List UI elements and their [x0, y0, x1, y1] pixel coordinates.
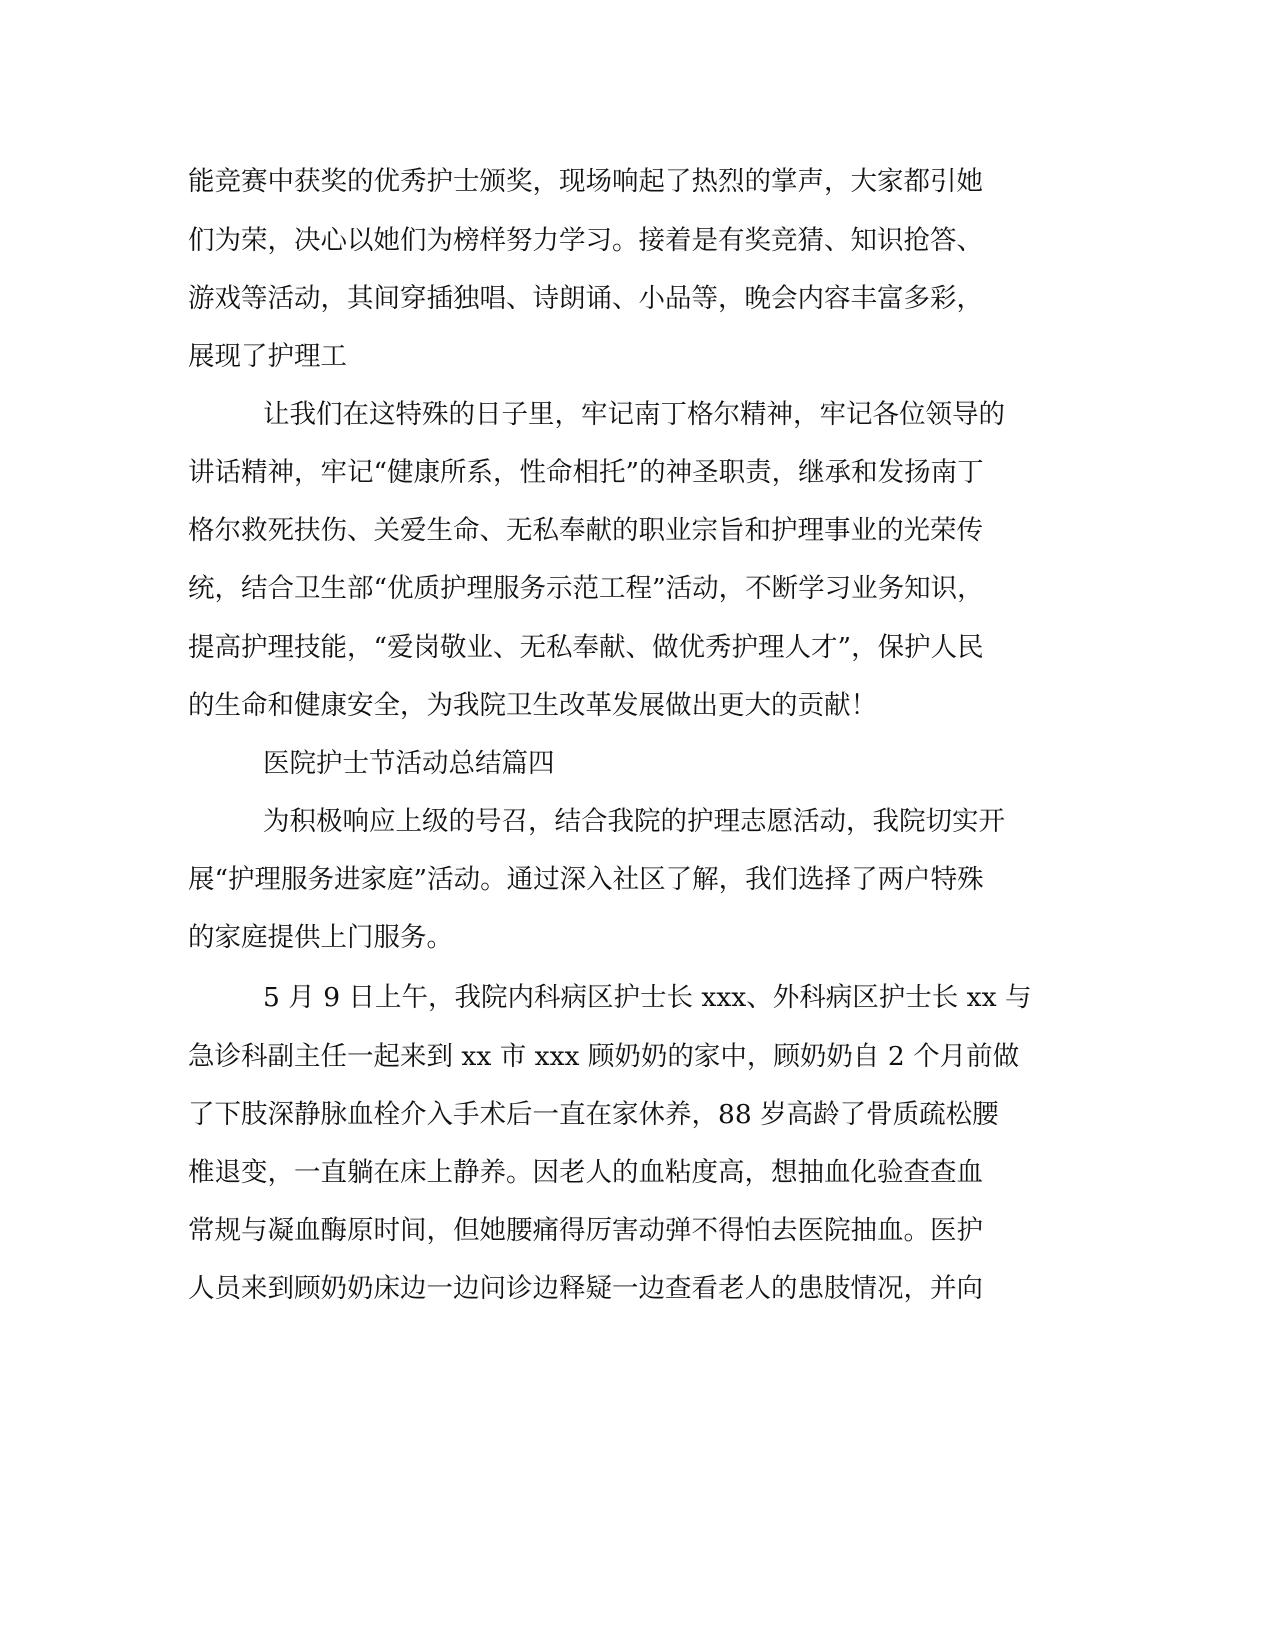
paragraph-line: 的生命和健康安全，为我院卫生改革发展做出更大的贡献！	[188, 690, 877, 721]
section-heading: 医院护士节活动总结篇四	[263, 748, 555, 779]
paragraph-line: 为积极响应上级的号召，结合我院的护理志愿活动，我院切实开	[263, 806, 1005, 837]
paragraph-line: 统，结合卫生部“优质护理服务示范工程”活动，不断学习业务知识，	[188, 573, 984, 604]
paragraph-line: 们为荣，决心以她们为榜样努力学习。接着是有奖竞猜、知识抢答、	[188, 225, 983, 256]
paragraph-line: 椎退变，一直躺在床上静养。因老人的血粘度高，想抽血化验查查血	[188, 1157, 983, 1188]
paragraph-line: 格尔救死扶伤、关爱生命、无私奉献的职业宗旨和护理事业的光荣传	[188, 515, 983, 546]
paragraph-line: 提高护理技能，“爱岗敬业、无私奉献、做优秀护理人才”，保护人民	[188, 632, 984, 663]
paragraph-line: 展现了护理工	[188, 341, 347, 372]
paragraph-line: 展“护理服务进家庭”活动。通过深入社区了解，我们选择了两户特殊	[188, 864, 984, 895]
paragraph-line: 让我们在这特殊的日子里，牢记南丁格尔精神，牢记各位领导的	[263, 399, 1005, 430]
paragraph-line: 了下肢深静脉血栓介入手术后一直在家休养，88 岁高龄了骨质疏松腰	[188, 1099, 999, 1130]
paragraph-line: 急诊科副主任一起来到 xx 市 xxx 顾奶奶的家中，顾奶奶自 2 个月前做	[188, 1041, 1020, 1072]
paragraph-line: 能竞赛中获奖的优秀护士颁奖，现场响起了热烈的掌声，大家都引她	[188, 166, 983, 197]
paragraph-line: 常规与凝血酶原时间，但她腰痛得厉害动弹不得怕去医院抽血。医护	[188, 1215, 983, 1246]
paragraph-line: 的家庭提供上门服务。	[188, 922, 453, 953]
paragraph-line: 讲话精神，牢记“健康所系，性命相托”的神圣职责，继承和发扬南丁	[188, 457, 984, 488]
paragraph-line: 游戏等活动，其间穿插独唱、诗朗诵、小品等，晚会内容丰富多彩，	[188, 283, 983, 314]
paragraph-line: 人员来到顾奶奶床边一边问诊边释疑一边查看老人的患肢情况，并向	[188, 1273, 983, 1304]
paragraph-line: 5 月 9 日上午，我院内科病区护士长 xxx、外科病区护士长 xx 与	[263, 982, 1032, 1013]
